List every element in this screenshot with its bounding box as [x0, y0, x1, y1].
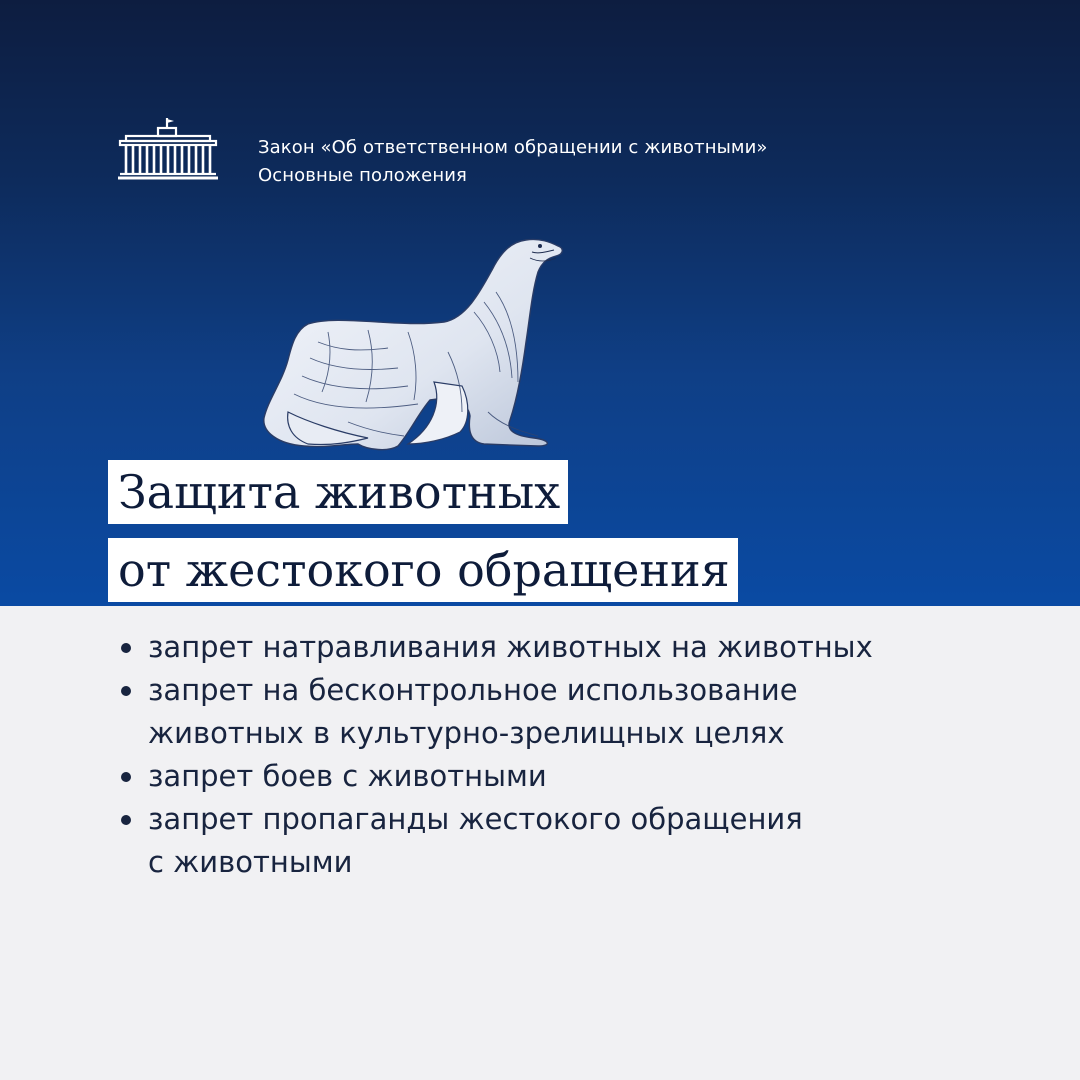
list-item-text: запрет на бесконтрольное использование	[148, 673, 798, 707]
title-line-2: от жестокого обращения	[108, 538, 738, 602]
law-title: Закон «Об ответственном обращении с животными»	[258, 137, 768, 158]
header-text	[258, 134, 768, 190]
bullet-icon	[121, 772, 131, 782]
sea-lion-body	[264, 239, 562, 449]
list-item-text: с животными	[148, 845, 353, 879]
list-item-text: запрет боев с животными	[148, 759, 547, 793]
sea-lion-illustration	[248, 232, 568, 452]
bullet-icon	[121, 643, 131, 653]
page-title	[108, 460, 738, 602]
list-item	[118, 626, 873, 669]
provisions-list	[118, 626, 873, 884]
list-item-text: запрет пропаганды жестокого обращения	[148, 802, 803, 836]
title-line-1: Защита животных	[108, 460, 568, 524]
list-item-text: запрет натравливания животных на животных	[148, 630, 873, 664]
bullet-icon	[121, 686, 131, 696]
list-item	[118, 669, 873, 755]
list-item	[118, 755, 873, 798]
bullet-icon	[121, 815, 131, 825]
state-duma-building-icon	[116, 116, 220, 182]
list-item	[118, 798, 873, 884]
list-item-text: животных в культурно-зрелищных целях	[148, 716, 785, 750]
header-subtitle: Основные положения	[258, 165, 467, 186]
